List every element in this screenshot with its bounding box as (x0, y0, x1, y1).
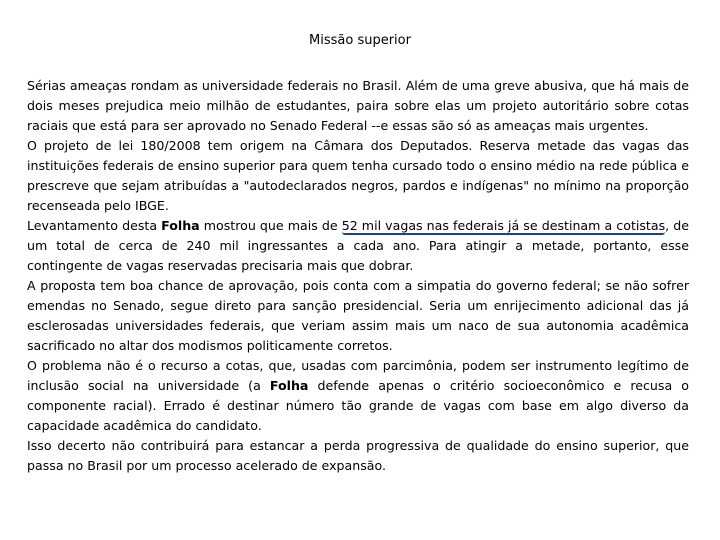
paragraph-5-text-b: defende apenas o critério socioeconômico e recusa o componente racial). Errado é destinar número tão grande de vagas com base em algo diverso da capacidade acadêmica do candidato. (27, 378, 689, 433)
paragraph-3-text-c: , de um total de cerca de 240 mil ingressantes a cada ano. Para atingir a metade, portanto, esse contingente de vagas reservadas precisaria mais que dobrar. (27, 218, 689, 273)
paragraph-3-text-b: mostrou que mais de (199, 218, 342, 233)
page-title: Missão superior (309, 33, 411, 48)
folha-name: Folha (269, 378, 309, 393)
highlighted-link[interactable]: 52 mil vagas nas federais já se destinam a cotistas (341, 218, 666, 233)
paragraph-5 (27, 356, 689, 436)
paragraph-3-text-a: Levantamento desta (27, 218, 162, 233)
article-body (27, 76, 689, 476)
paragraph-2: O projeto de lei 180/2008 tem origem na Câmara dos Deputados. Reserva metade das vagas das instituições federais de ensino superior para quem tenha cursado todo o ensino médio na rede pública e prescreve que sejam atribuídas a "autodeclarados negros, pardos e indígenas" no mínimo na proporção recenseada pelo IBGE. (27, 138, 689, 213)
paragraph-4: A proposta tem boa chance de aprovação, pois conta com a simpatia do governo federal; se não sofrer emendas no Senado, segue direto para sanção presidencial. Seria um enrijecimento adicional das já esclerosadas universidades federais, que veriam assim mais um naco de sua autonomia acadêmica sacrificado no altar dos modismos politicamente corretos. (27, 278, 689, 353)
paragraph-5-text-a: O problema não é o recurso a cotas, que, usadas com parcimônia, podem ser instrumento legítimo de inclusão social na universidade (a (27, 358, 689, 393)
paragraph-3 (27, 216, 689, 276)
paragraph-1: Sérias ameaças rondam as universidade federais no Brasil. Além de uma greve abusiva, que há mais de dois meses prejudica meio milhão de estudantes, paira sobre elas um projeto autoritário sobre cotas raciais que está para ser aprovado no Senado Federal --e essas são só as ameaças mais urgentes. (27, 78, 689, 133)
paragraph-6: Isso decerto não contribuirá para estancar a perda progressiva de qualidade do ensino superior, que passa no Brasil por um processo acelerado de expansão. (27, 438, 689, 473)
folha-name: Folha (161, 218, 200, 233)
